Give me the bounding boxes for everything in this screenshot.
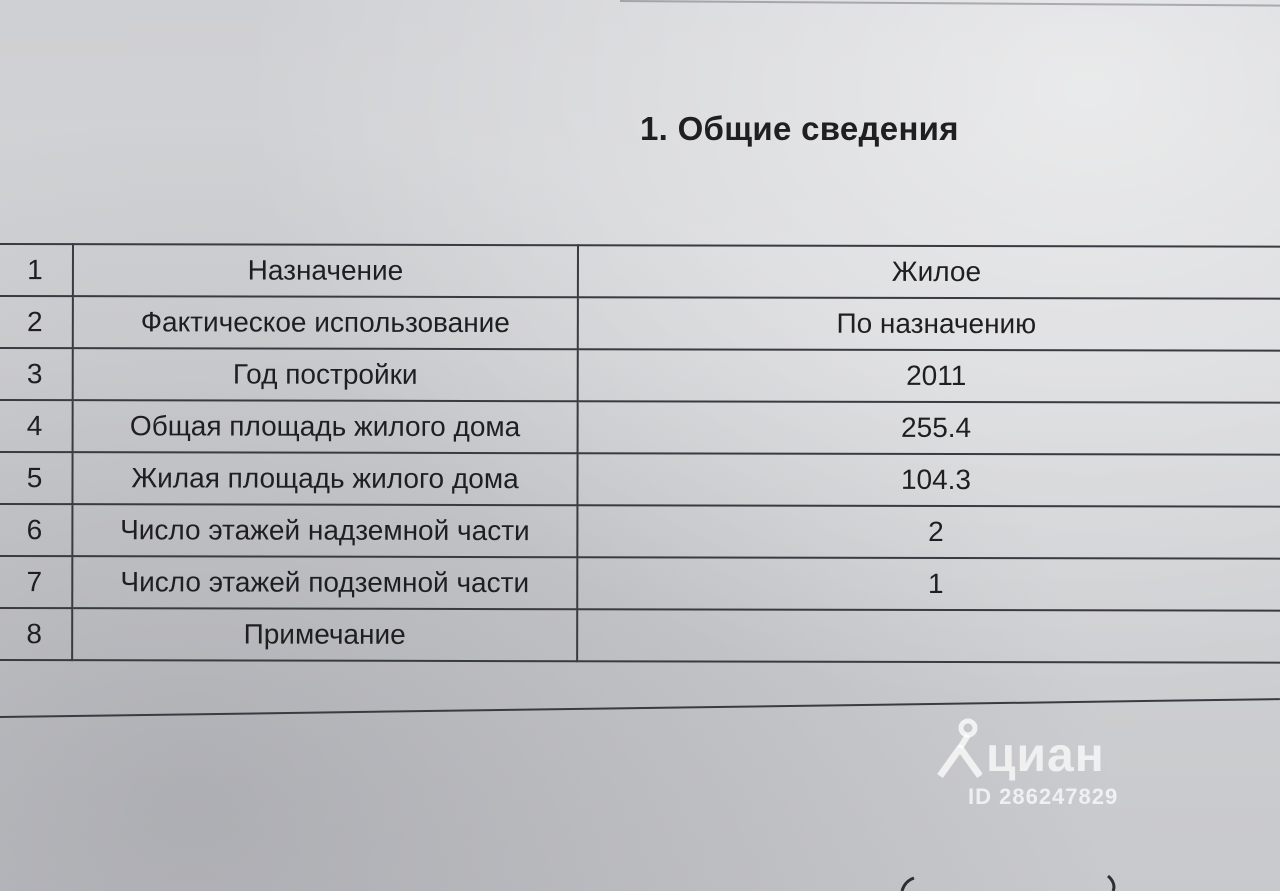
watermark-brand: циан — [986, 729, 1105, 782]
row-number: 5 — [0, 452, 73, 504]
table-row — [0, 556, 1280, 611]
cut-off-text-fragment — [880, 872, 1140, 891]
row-value: Жилое — [578, 245, 1280, 299]
row-label: Примечание — [72, 608, 577, 661]
page-top-edge — [620, 0, 1280, 7]
table-row — [0, 452, 1280, 507]
table-row — [0, 400, 1280, 455]
general-info-table — [0, 243, 1280, 664]
row-label: Число этажей надземной части — [72, 504, 577, 557]
row-number: 2 — [0, 296, 73, 348]
row-value — [577, 609, 1280, 663]
row-label: Фактическое использование — [73, 296, 578, 349]
row-number: 6 — [0, 504, 72, 556]
row-value: 2 — [577, 505, 1280, 559]
row-number: 7 — [0, 556, 72, 608]
table-row — [0, 244, 1280, 299]
row-label: Год постройки — [73, 348, 578, 401]
row-number: 1 — [0, 244, 73, 296]
table-row — [0, 296, 1280, 351]
cian-watermark — [936, 718, 1166, 818]
separator-line — [0, 698, 1280, 718]
map-pin-icon — [936, 718, 982, 780]
table-row — [0, 608, 1280, 663]
row-number: 4 — [0, 400, 73, 452]
row-value: 1 — [577, 557, 1280, 611]
section-title: 1. Общие сведения — [640, 110, 959, 147]
row-label: Жилая площадь жилого дома — [72, 452, 577, 505]
row-value: 255.4 — [578, 401, 1280, 455]
watermark-id: ID 286247829 — [968, 784, 1119, 809]
row-label: Назначение — [73, 244, 578, 297]
row-value: 104.3 — [577, 453, 1280, 507]
row-label: Число этажей подземной части — [72, 556, 577, 609]
row-label: Общая площадь жилого дома — [73, 400, 578, 453]
row-value: 2011 — [578, 349, 1280, 403]
table-row — [0, 348, 1280, 403]
table-row — [0, 504, 1280, 559]
row-number: 8 — [0, 608, 72, 660]
row-number: 3 — [0, 348, 73, 400]
row-value: По назначению — [578, 297, 1280, 351]
